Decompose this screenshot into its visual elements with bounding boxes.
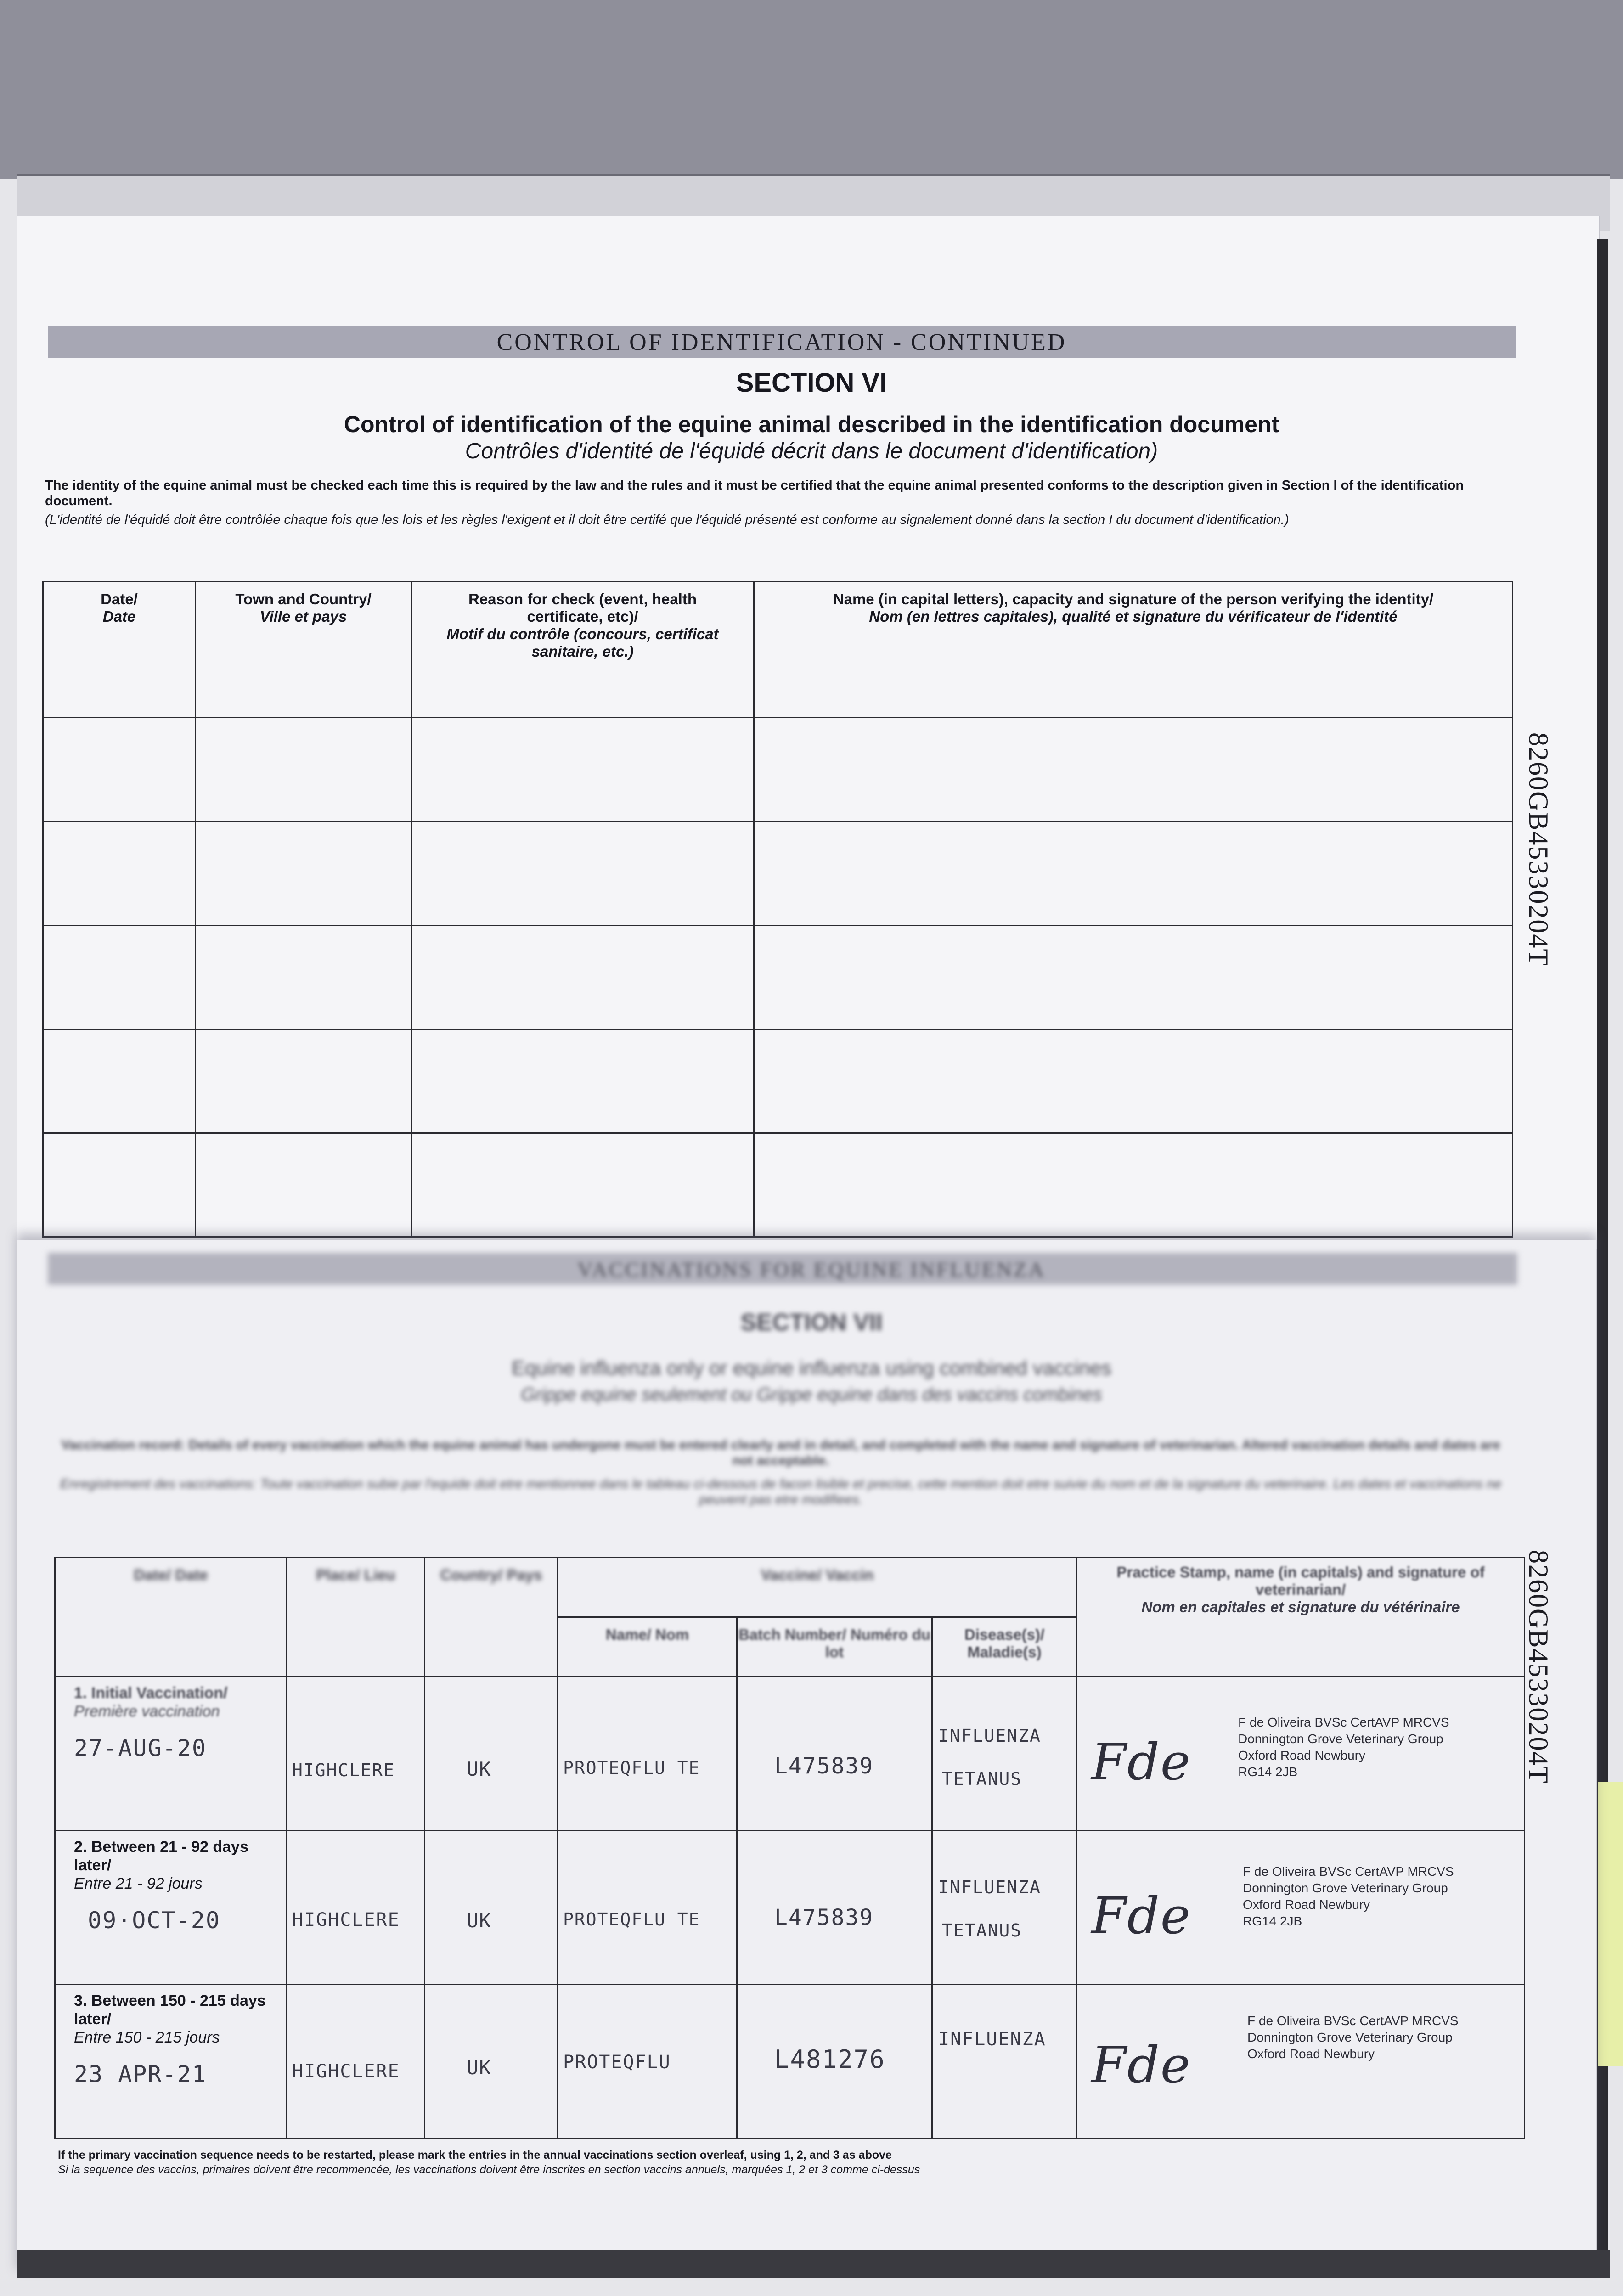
footer-note-fr: Si la sequence des vaccins, primaires doivent être recommencée, les vaccinations doivent être inscrites en section vaccins annuels, marquées 1, 2 et 3 comme ci-dessus <box>58 2163 920 2176</box>
section-number: SECTION VI <box>736 368 887 398</box>
vaccination-row-2 <box>55 1831 1525 1985</box>
column-country: Country/ Pays <box>425 1558 558 1677</box>
column-practice-stamp: Practice Stamp, name (in capitals) and signature of veterinarian/ Nom en capitales et signature du vétérinaire <box>1077 1558 1525 1677</box>
veterinarian-signature: Fde <box>1091 1886 1191 1945</box>
column-date: Date/ Date <box>55 1558 287 1677</box>
vaccination-label-en: 1. Initial Vaccination/ <box>74 1684 228 1702</box>
vaccination-country: UK <box>467 2056 492 2079</box>
column-reason: Reason for check (event, health certificate, etc)/ Motif du contrôle (concours, certificat sanitaire, etc.) <box>411 582 754 718</box>
intro-text-fr: (L'identité de l'équidé doit être contrôlée chaque fois que les lois et les règles l'exigent et il doit être certifé que l'équidé présenté est conforme au signalement donné dans la section I du document d'identification.) <box>45 512 1289 527</box>
scanner-background <box>0 0 1623 179</box>
section-title-fr: Contrôles d'identité de l'équidé décrit dans le document d'identification) <box>465 439 1158 463</box>
vaccination-country: UK <box>467 1909 492 1932</box>
veterinarian-signature: Fde <box>1091 2036 1191 2094</box>
table-row <box>43 925 1513 1029</box>
vaccination-label-cell <box>55 1831 287 1985</box>
footer-note-en: If the primary vaccination sequence needs to be restarted, please mark the entries in the annual vaccinations section overleaf, using 1, 2, and 3 as above <box>58 2149 892 2161</box>
vaccination-country: UK <box>467 1758 492 1780</box>
column-town-country: Town and Country/ Ville et pays <box>196 582 411 718</box>
disease-2: TETANUS <box>942 1769 1022 1789</box>
disease-1: INFLUENZA <box>938 1877 1041 1897</box>
column-date: Date/ Date <box>43 582 196 718</box>
vaccination-place: HIGHCLERE <box>292 1909 400 1930</box>
table-row <box>43 822 1513 925</box>
vaccination-row-3 <box>55 1985 1525 2138</box>
column-batch-number: Batch Number/ Numéro du lot <box>737 1617 932 1677</box>
intro-text-en: The identity of the equine animal must be checked each time this is required by the law and the rules and it must be certified that the equine animal presented conforms to the description given in Section I of the identification document. <box>45 478 1464 508</box>
vaccination-label-fr: Entre 150 - 215 jours <box>74 2029 220 2046</box>
identification-table <box>42 581 1513 1238</box>
vaccination-place: HIGHCLERE <box>292 1760 395 1780</box>
vaccination-label-cell <box>55 1985 287 2138</box>
column-verifier: Name (in capital letters), capacity and signature of the person verifying the identity/ Nom (en lettres capitales), qualité et signature du vérificateur de l'identité <box>754 582 1513 718</box>
section-vii-title-en: Equine influenza only or equine influenza using combined vaccines <box>511 1357 1112 1379</box>
vaccination-label-fr: Entre 21 - 92 jours <box>74 1875 203 1892</box>
table-row <box>43 1029 1513 1133</box>
batch-number: L481276 <box>774 2045 885 2074</box>
header-band-title: CONTROL OF IDENTIFICATION - CONTINUED <box>496 329 1067 355</box>
practice-stamp: F de Oliveira BVSc CertAVP MRCVS Donnington Grove Veterinary Group Oxford Road Newbury <box>1247 2014 1459 2061</box>
batch-number: L475839 <box>774 1753 874 1779</box>
section-vii-intro-fr: Enregistrement des vaccinations: Toute vaccination subie par l'equide doit etre mentionnee dans le tableau ci-dessous de facon lisible et precise, cette mention doit etre suivie du nom et de la signature du veterinaire. Les dates et vaccinations ne peuvent pas etre modifiees. <box>60 1477 1502 1507</box>
practice-stamp: F de Oliveira BVSc CertAVP MRCVS Donnington Grove Veterinary Group Oxford Road Newbury RG14 2JB <box>1243 1864 1454 1928</box>
column-disease: Disease(s)/ Maladie(s) <box>932 1617 1077 1677</box>
disease-1: INFLUENZA <box>938 1726 1041 1746</box>
table-row <box>43 1133 1513 1237</box>
veterinarian-signature: Fde <box>1091 1733 1191 1791</box>
vaccination-place: HIGHCLERE <box>292 2061 400 2082</box>
vaccination-label-en: 2. Between 21 - 92 days later/ <box>74 1838 248 1874</box>
vaccination-label-fr: Première vaccination <box>74 1703 220 1720</box>
passport-number-lower: 8260GB45330204T <box>1523 1550 1554 1784</box>
vaccination-label-en: 3. Between 150 - 215 days later/ <box>74 1992 266 2028</box>
vaccination-table <box>54 1557 1525 2139</box>
disease-2: TETANUS <box>942 1920 1022 1941</box>
column-vaccine: Vaccine/ Vaccin <box>558 1558 1077 1617</box>
section-vii-title-fr: Grippe equine seulement ou Grippe equine dans des vaccins combines <box>521 1384 1102 1405</box>
batch-number: L475839 <box>774 1905 874 1930</box>
vaccine-name: PROTEQFLU <box>563 2052 671 2073</box>
passport-bottom-edge <box>17 2250 1610 2278</box>
column-vaccine-name: Name/ Nom <box>558 1617 737 1677</box>
section-vii-intro-en: Vaccination record: Details of every vaccination which the equine animal has undergone must be entered clearly and in detail, and completed with the name and signature of veterinarian. Altered vaccination details and dates are not acceptable. <box>61 1438 1500 1468</box>
practice-stamp: F de Oliveira BVSc CertAVP MRCVS Donnington Grove Veterinary Group Oxford Road Newbury RG14 2JB <box>1238 1715 1449 1779</box>
section-vii-number: SECTION VII <box>740 1309 883 1336</box>
table-row <box>43 718 1513 822</box>
column-place: Place/ Lieu <box>287 1558 425 1677</box>
tab-sticker <box>1598 1782 1623 2066</box>
vaccination-row-1 <box>55 1677 1525 1831</box>
vaccination-date: 23 APR-21 <box>74 2061 207 2088</box>
vaccination-date: 09·OCT-20 <box>88 1907 220 1934</box>
vaccine-name: PROTEQFLU TE <box>563 1758 700 1778</box>
section-vii-band-title: VACCINATIONS FOR EQUINE INFLUENZA <box>577 1258 1046 1281</box>
vaccination-date: 27-AUG-20 <box>74 1735 207 1761</box>
vaccine-name: PROTEQFLU TE <box>563 1909 700 1930</box>
passport-number-upper: 8260GB45330204T <box>1523 732 1554 967</box>
section-title-en: Control of identification of the equine animal described in the identification document <box>344 411 1279 437</box>
disease-1: INFLUENZA <box>938 2029 1046 2050</box>
vaccination-label-cell <box>55 1677 287 1831</box>
section-vi-header-band <box>48 326 1516 358</box>
